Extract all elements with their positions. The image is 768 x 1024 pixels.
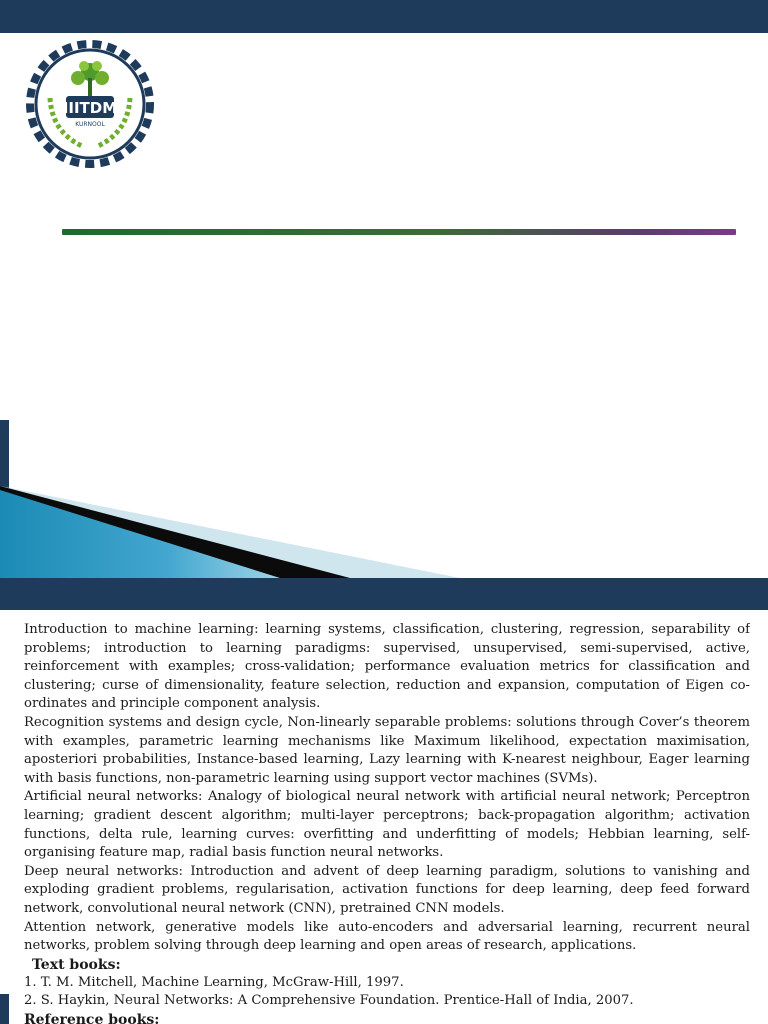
top-header-bar — [0, 0, 768, 33]
bottom-accent-bar — [0, 994, 9, 1024]
text-books-heading: Text books: — [32, 956, 121, 973]
syllabus-paragraph: Recognition systems and design cycle, Non-linearly separable problems: solutions through Cover’s theorem with examples, parametric learning mechanisms like Maximum likelihood, expectation maximisation, aposteriori probabilities, Instance-based learning, Lazy learning with K-nearest neighbour, Eager learning with basis functions, non-parametric learning using support vector machines (SVMs). — [24, 714, 750, 786]
reference-books-heading: Reference books: — [24, 1011, 160, 1024]
syllabus-paragraph: Introduction to machine learning: learning systems, classification, clustering, regression, separability of problems; introduction to learning paradigms: supervised, unsupervised, semi-supervised, active, reinforcement with examples; cross-validation; performance evaluation metrics for classification and clustering; curse of dimensionality, feature selection, reduction and expansion, computation of Eigen co-ordinates and principle component analysis. — [24, 622, 750, 712]
syllabus-paragraph: Artificial neural networks: Analogy of biological neural network with artificial neural network; Perceptron learning; gradient descent algorithm; multi-layer perceptrons; back-propagation algorithm; activation functions, delta rule, learning curves: overfitting and underfitting of models; Hebbian learning, self-organising feature map, radial basis function neural networks. — [24, 789, 750, 861]
syllabus-paragraph: Deep neural networks: Introduction and advent of deep learning paradigm, solutions to vanishing and exploding gradient problems, regularisation, activation functions for deep learning, deep feed forward network, convolutional neural network (CNN), pretrained CNN models. — [24, 863, 750, 916]
decorative-wedge — [0, 486, 460, 578]
syllabus-content — [24, 621, 750, 1024]
section-header-bar — [0, 578, 768, 610]
institute-logo — [22, 40, 158, 170]
logo-text: IIITDM — [62, 99, 118, 117]
text-book-item: 1. T. M. Mitchell, Machine Learning, McGraw-Hill, 1997. — [24, 974, 404, 990]
syllabus-paragraph: Attention network, generative models like auto-encoders and adversarial learning, recurrent neural networks, problem solving through deep learning and open areas of research, applications. — [24, 919, 750, 954]
logo-subtext: KURNOOL — [75, 121, 105, 128]
text-book-item: 2. S. Haykin, Neural Networks: A Comprehensive Foundation. Prentice-Hall of India, 2007. — [24, 993, 634, 1009]
title-divider-line — [62, 229, 736, 235]
